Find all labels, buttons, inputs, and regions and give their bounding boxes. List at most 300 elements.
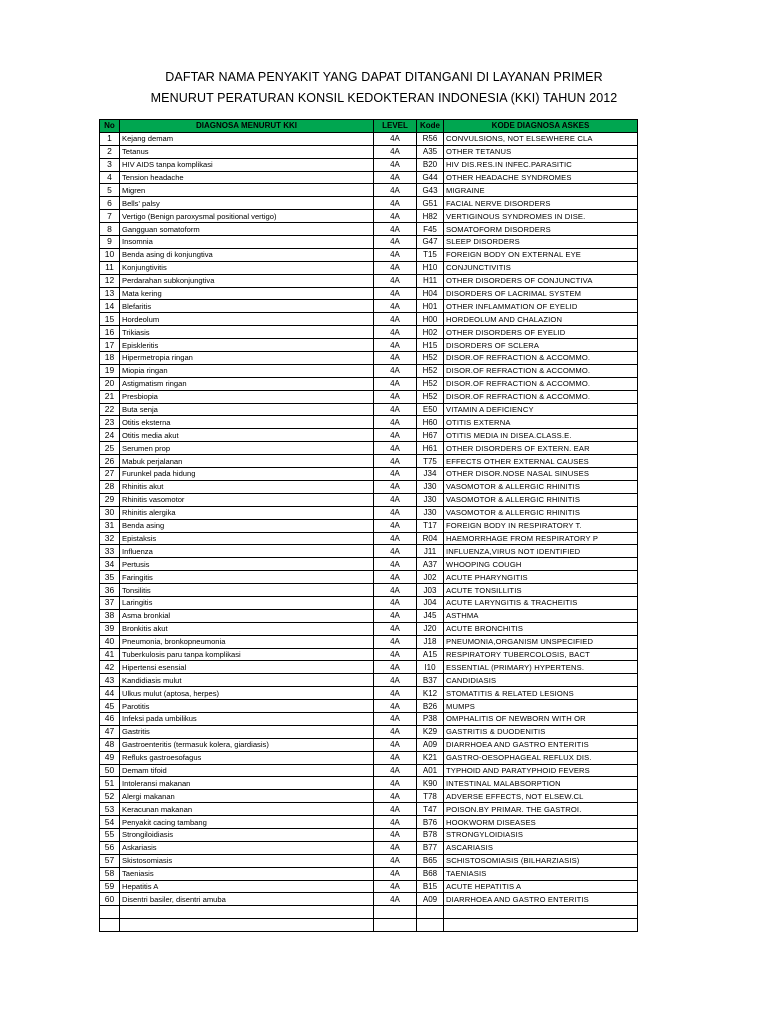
kode: G43 [417,184,444,197]
row-number: 22 [100,403,120,416]
table-row [100,738,638,751]
diagnosa-kki: Faringitis [120,571,374,584]
table-row [100,687,638,700]
table-row [100,171,638,184]
kode: G44 [417,171,444,184]
kode-diagnosa-askes: VASOMOTOR & ALLERGIC RHINITIS [444,506,638,519]
diagnosa-kki: Buta senja [120,403,374,416]
table-row [100,880,638,893]
empty-cell [374,906,417,919]
empty-table-row [100,906,638,919]
kode: J04 [417,596,444,609]
level: 4A [374,519,417,532]
table-row [100,442,638,455]
kode-diagnosa-askes: FACIAL NERVE DISORDERS [444,197,638,210]
row-number: 57 [100,854,120,867]
level: 4A [374,687,417,700]
kode-diagnosa-askes: ACUTE PHARYNGITIS [444,571,638,584]
kode-diagnosa-askes: ACUTE TONSILLITIS [444,584,638,597]
diagnosa-kki: Penyakit cacing tambang [120,816,374,829]
row-number: 30 [100,506,120,519]
kode: K21 [417,751,444,764]
level: 4A [374,339,417,352]
kode-diagnosa-askes: DISORDERS OF SCLERA [444,339,638,352]
row-number: 16 [100,326,120,339]
level: 4A [374,158,417,171]
table-row [100,248,638,261]
diagnosa-kki: Gastritis [120,725,374,738]
column-header-kode: Kode [417,120,444,133]
diagnosa-kki: Insomnia [120,236,374,249]
row-number: 60 [100,893,120,906]
row-number: 10 [100,248,120,261]
kode: A01 [417,764,444,777]
kode-diagnosa-askes: DISOR.OF REFRACTION & ACCOMMO. [444,377,638,390]
level: 4A [374,674,417,687]
kode: R04 [417,532,444,545]
kode-diagnosa-askes: GASTRITIS & DUODENITIS [444,725,638,738]
table-row [100,377,638,390]
level: 4A [374,480,417,493]
diagnosa-kki: Askariasis [120,841,374,854]
level: 4A [374,145,417,158]
kode: H02 [417,326,444,339]
row-number: 35 [100,571,120,584]
table-row [100,751,638,764]
table-row [100,352,638,365]
kode-diagnosa-askes: DIARRHOEA AND GASTRO ENTERITIS [444,893,638,906]
diagnosa-kki: Demam tifoid [120,764,374,777]
kode: J34 [417,468,444,481]
kode: A15 [417,648,444,661]
kode-diagnosa-askes: ESSENTIAL (PRIMARY) HYPERTENS. [444,661,638,674]
level: 4A [374,725,417,738]
table-row [100,854,638,867]
diagnosa-kki: Gastroenteritis (termasuk kolera, giardiasis) [120,738,374,751]
kode: T47 [417,803,444,816]
row-number: 24 [100,429,120,442]
kode-diagnosa-askes: HIV DIS.RES.IN INFEC.PARASITIC [444,158,638,171]
row-number: 45 [100,700,120,713]
kode: J18 [417,635,444,648]
level: 4A [374,506,417,519]
row-number: 1 [100,132,120,145]
row-number: 19 [100,364,120,377]
table-row [100,622,638,635]
level: 4A [374,609,417,622]
kode-diagnosa-askes: PNEUMONIA,ORGANISM UNSPECIFIED [444,635,638,648]
kode-diagnosa-askes: OTHER INFLAMMATION OF EYELID [444,300,638,313]
empty-cell [120,906,374,919]
row-number: 15 [100,313,120,326]
kode-diagnosa-askes: ACUTE LARYNGITIS & TRACHEITIS [444,596,638,609]
row-number: 21 [100,390,120,403]
row-number: 37 [100,596,120,609]
row-number: 40 [100,635,120,648]
kode-diagnosa-askes: DISOR.OF REFRACTION & ACCOMMO. [444,390,638,403]
row-number: 6 [100,197,120,210]
level: 4A [374,352,417,365]
kode: A09 [417,893,444,906]
table-row [100,596,638,609]
level: 4A [374,880,417,893]
level: 4A [374,584,417,597]
diagnosa-kki: Refluks gastroesofagus [120,751,374,764]
level: 4A [374,197,417,210]
kode: B68 [417,867,444,880]
diagnosa-kki: Keracunan makanan [120,803,374,816]
table-row [100,364,638,377]
row-number: 26 [100,455,120,468]
kode: B20 [417,158,444,171]
table-row [100,584,638,597]
kode-diagnosa-askes: CANDIDIASIS [444,674,638,687]
row-number: 52 [100,790,120,803]
empty-cell [374,919,417,932]
diagnosa-kki: Tetanus [120,145,374,158]
table-row [100,506,638,519]
diagnosa-kki: Intoleransi makanan [120,777,374,790]
kode-diagnosa-askes: DIARRHOEA AND GASTRO ENTERITIS [444,738,638,751]
row-number: 33 [100,545,120,558]
kode: H15 [417,339,444,352]
row-number: 20 [100,377,120,390]
kode-diagnosa-askes: FOREIGN BODY IN RESPIRATORY T. [444,519,638,532]
kode-diagnosa-askes: DISOR.OF REFRACTION & ACCOMMO. [444,352,638,365]
kode: B65 [417,854,444,867]
table-row [100,313,638,326]
diagnosa-kki: Presbiopia [120,390,374,403]
diagnosa-kki: Parotitis [120,700,374,713]
kode: A35 [417,145,444,158]
row-number: 5 [100,184,120,197]
kode: K90 [417,777,444,790]
kode-diagnosa-askes: VASOMOTOR & ALLERGIC RHINITIS [444,480,638,493]
table-row [100,339,638,352]
diagnosa-kki: Otitis eksterna [120,416,374,429]
table-row [100,468,638,481]
kode: H67 [417,429,444,442]
table-row [100,764,638,777]
table-row [100,480,638,493]
level: 4A [374,635,417,648]
table-row [100,326,638,339]
column-header-kode-askes: KODE DIAGNOSA ASKES [444,120,638,133]
kode-diagnosa-askes: DISORDERS OF LACRIMAL SYSTEM [444,287,638,300]
table-row [100,790,638,803]
table-row [100,893,638,906]
table-row [100,132,638,145]
kode-diagnosa-askes: OTHER HEADACHE SYNDROMES [444,171,638,184]
diagnosa-kki: Benda asing di konjungtiva [120,248,374,261]
kode: H04 [417,287,444,300]
document-title-line-2: MENURUT PERATURAN KONSIL KEDOKTERAN INDONESIA (KKI) TAHUN 2012 [150,91,618,105]
row-number: 2 [100,145,120,158]
level: 4A [374,558,417,571]
diagnosa-kki: Perdarahan subkonjungtiva [120,274,374,287]
level: 4A [374,132,417,145]
diagnosa-kki: Konjungtivitis [120,261,374,274]
level: 4A [374,661,417,674]
diagnosa-kki: Epistaksis [120,532,374,545]
level: 4A [374,223,417,236]
diagnosa-kki: Skistosomiasis [120,854,374,867]
kode: J30 [417,506,444,519]
row-number: 7 [100,210,120,223]
level: 4A [374,596,417,609]
column-header-level: LEVEL [374,120,417,133]
diagnosa-kki: Blefaritis [120,300,374,313]
diagnosa-kki: Tuberkulosis paru tanpa komplikasi [120,648,374,661]
kode: K12 [417,687,444,700]
level: 4A [374,738,417,751]
kode: B26 [417,700,444,713]
kode-diagnosa-askes: CONVULSIONS, NOT ELSEWHERE CLA [444,132,638,145]
empty-cell [100,919,120,932]
kode-diagnosa-askes: HOOKWORM DISEASES [444,816,638,829]
row-number: 55 [100,828,120,841]
row-number: 56 [100,841,120,854]
row-number: 4 [100,171,120,184]
table-row [100,661,638,674]
diagnosa-kki: Alergi makanan [120,790,374,803]
kode-diagnosa-askes: MUMPS [444,700,638,713]
kode-diagnosa-askes: ASCARIASIS [444,841,638,854]
level: 4A [374,326,417,339]
kode: H01 [417,300,444,313]
empty-cell [120,919,374,932]
row-number: 41 [100,648,120,661]
kode-diagnosa-askes: SCHISTOSOMIASIS (BILHARZIASIS) [444,854,638,867]
row-number: 29 [100,493,120,506]
kode-diagnosa-askes: OTHER DISORDERS OF EXTERN. EAR [444,442,638,455]
level: 4A [374,287,417,300]
kode: T75 [417,455,444,468]
diagnosa-kki: Rhinitis akut [120,480,374,493]
kode-diagnosa-askes: HORDEOLUM AND CHALAZION [444,313,638,326]
table-row [100,648,638,661]
empty-cell [100,906,120,919]
table-row [100,841,638,854]
table-row [100,777,638,790]
diagnosa-kki: Miopia ringan [120,364,374,377]
diagnosa-kki: Bells' palsy [120,197,374,210]
kode: B37 [417,674,444,687]
table-header-row [100,120,638,133]
level: 4A [374,468,417,481]
diagnosa-kki: Tension headache [120,171,374,184]
row-number: 11 [100,261,120,274]
kode: I10 [417,661,444,674]
kode-diagnosa-askes: VITAMIN A DEFICIENCY [444,403,638,416]
diagnosa-kki: Mata kering [120,287,374,300]
level: 4A [374,236,417,249]
kode-diagnosa-askes: OTITIS EXTERNA [444,416,638,429]
row-number: 13 [100,287,120,300]
row-number: 3 [100,158,120,171]
kode: H52 [417,377,444,390]
table-row [100,571,638,584]
kode: H52 [417,352,444,365]
empty-cell [444,919,638,932]
table-row [100,403,638,416]
kode-diagnosa-askes: FOREIGN BODY ON EXTERNAL EYE [444,248,638,261]
level: 4A [374,455,417,468]
kode: J03 [417,584,444,597]
kode-diagnosa-askes: STRONGYLOIDIASIS [444,828,638,841]
row-number: 59 [100,880,120,893]
kode: F45 [417,223,444,236]
diagnosa-kki: Episkleritis [120,339,374,352]
level: 4A [374,403,417,416]
kode: B76 [417,816,444,829]
kode-diagnosa-askes: ACUTE BRONCHITIS [444,622,638,635]
kode: J45 [417,609,444,622]
diagnosa-kki: Laringitis [120,596,374,609]
kode: T17 [417,519,444,532]
row-number: 46 [100,712,120,725]
table-row [100,223,638,236]
table-row [100,674,638,687]
level: 4A [374,300,417,313]
kode-diagnosa-askes: OTITIS MEDIA IN DISEA.CLASS.E. [444,429,638,442]
kode-diagnosa-askes: OTHER DISORDERS OF EYELID [444,326,638,339]
table-row [100,816,638,829]
row-number: 25 [100,442,120,455]
diagnosa-kki: Hepatitis A [120,880,374,893]
kode-diagnosa-askes: VERTIGINOUS SYNDROMES IN DISE. [444,210,638,223]
level: 4A [374,248,417,261]
diagnosa-kki: Tonsilitis [120,584,374,597]
table-row [100,274,638,287]
level: 4A [374,442,417,455]
diagnosa-kki: Gangguan somatoform [120,223,374,236]
level: 4A [374,274,417,287]
kode: H00 [417,313,444,326]
level: 4A [374,828,417,841]
kode: H60 [417,416,444,429]
table-row [100,545,638,558]
table-row [100,712,638,725]
row-number: 53 [100,803,120,816]
level: 4A [374,171,417,184]
row-number: 58 [100,867,120,880]
diagnosa-kki: Astigmatism ringan [120,377,374,390]
kode-diagnosa-askes: ASTHMA [444,609,638,622]
table-row [100,416,638,429]
kode-diagnosa-askes: CONJUNCTIVITIS [444,261,638,274]
kode: T78 [417,790,444,803]
row-number: 9 [100,236,120,249]
level: 4A [374,712,417,725]
kode-diagnosa-askes: WHOOPING COUGH [444,558,638,571]
kode-diagnosa-askes: HAEMORRHAGE FROM RESPIRATORY P [444,532,638,545]
table-row [100,390,638,403]
row-number: 49 [100,751,120,764]
diagnosa-kki: Disentri basiler, disentri amuba [120,893,374,906]
row-number: 34 [100,558,120,571]
kode-diagnosa-askes: OMPHALITIS OF NEWBORN WITH OR [444,712,638,725]
kode: E50 [417,403,444,416]
table-row [100,803,638,816]
diagnosa-kki: Taeniasis [120,867,374,880]
kode-diagnosa-askes: GASTRO-OESOPHAGEAL REFLUX DIS. [444,751,638,764]
kode-diagnosa-askes: OTHER TETANUS [444,145,638,158]
table-row [100,532,638,545]
level: 4A [374,777,417,790]
table-row [100,635,638,648]
row-number: 39 [100,622,120,635]
table-row [100,725,638,738]
diagnosa-kki: Influenza [120,545,374,558]
kode-diagnosa-askes: OTHER DISOR.NOSE NASAL SINUSES [444,468,638,481]
diagnosa-kki: Rhinitis vasomotor [120,493,374,506]
document-title-line-1: DAFTAR NAMA PENYAKIT YANG DAPAT DITANGANI DI LAYANAN PRIMER [165,70,603,84]
kode: A09 [417,738,444,751]
table-row [100,236,638,249]
diagnosa-kki: Hipermetropia ringan [120,352,374,365]
diagnosa-kki: Kandidiasis mulut [120,674,374,687]
row-number: 36 [100,584,120,597]
table-row [100,519,638,532]
level: 4A [374,893,417,906]
row-number: 27 [100,468,120,481]
kode: J02 [417,571,444,584]
table-row [100,828,638,841]
kode: J30 [417,480,444,493]
disease-table [99,119,638,932]
diagnosa-kki: Infeksi pada umbilikus [120,712,374,725]
row-number: 14 [100,300,120,313]
diagnosa-kki: Benda asing [120,519,374,532]
column-header-no: No [100,120,120,133]
row-number: 31 [100,519,120,532]
row-number: 28 [100,480,120,493]
level: 4A [374,751,417,764]
table-body [100,132,638,931]
level: 4A [374,364,417,377]
kode-diagnosa-askes: INTESTINAL MALABSORPTION [444,777,638,790]
level: 4A [374,867,417,880]
diagnosa-kki: Kejang demam [120,132,374,145]
level: 4A [374,648,417,661]
diagnosa-kki: Serumen prop [120,442,374,455]
diagnosa-kki: Vertigo (Benign paroxysmal positional vertigo) [120,210,374,223]
kode: R56 [417,132,444,145]
diagnosa-kki: Pertusis [120,558,374,571]
row-number: 43 [100,674,120,687]
diagnosa-kki: HIV AIDS tanpa komplikasi [120,158,374,171]
diagnosa-kki: Strongiloidiasis [120,828,374,841]
row-number: 32 [100,532,120,545]
kode: G47 [417,236,444,249]
kode-diagnosa-askes: INFLUENZA,VIRUS NOT IDENTIFIED [444,545,638,558]
row-number: 23 [100,416,120,429]
kode-diagnosa-askes: SLEEP DISORDERS [444,236,638,249]
row-number: 54 [100,816,120,829]
kode: A37 [417,558,444,571]
row-number: 44 [100,687,120,700]
diagnosa-kki: Ulkus mulut (aptosa, herpes) [120,687,374,700]
kode: H52 [417,390,444,403]
table-row [100,287,638,300]
table-row [100,300,638,313]
level: 4A [374,261,417,274]
kode: H11 [417,274,444,287]
kode: T15 [417,248,444,261]
kode-diagnosa-askes: STOMATITIS & RELATED LESIONS [444,687,638,700]
column-header-diagnosa: DIAGNOSA MENURUT KKI [120,120,374,133]
